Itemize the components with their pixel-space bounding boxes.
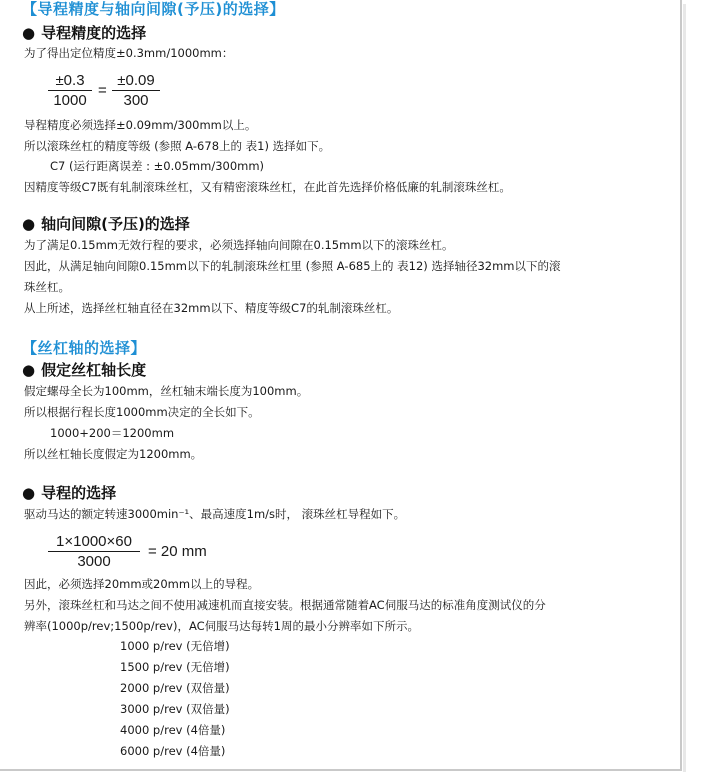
page-shadow xyxy=(683,4,686,772)
length-calculation-line: 1000+200＝1200mm xyxy=(50,426,175,440)
paragraph-line: 为了得出定位精度±0.3mm/1000mm： xyxy=(24,46,234,60)
resolution-item: 6000 p/rev (4倍量) xyxy=(120,744,226,758)
page-border-bottom xyxy=(0,769,682,771)
resolution-item: 4000 p/rev (4倍量) xyxy=(120,723,226,737)
paragraph-line: 因此，从满足轴向间隙0.15mm以下的轧制滚珠丝杠里 (参照 A-685上的 表12) 选择轴径32mm以下的滚 xyxy=(24,259,561,273)
fraction-numerator: ±0.3 xyxy=(48,72,92,91)
resolution-item: 2000 p/rev (双倍量) xyxy=(120,681,230,695)
paragraph-line: 假定螺母全长为100mm，丝杠轴末端长度为100mm。 xyxy=(24,384,309,398)
paragraph-line: 辨率(1000p/rev;1500p/rev)，AC伺服马达每转1周的最小分辨率如下所示。 xyxy=(24,619,419,633)
fraction-right xyxy=(112,72,160,109)
bullet-icon: ● xyxy=(22,215,36,233)
subheading-lead-accuracy xyxy=(22,22,146,43)
subheading-text: 假定丝杠轴长度 xyxy=(41,361,147,379)
resolution-item: 1500 p/rev (无倍增) xyxy=(120,660,230,674)
paragraph-line: 另外，滚珠丝杠和马达之间不使用减速机而直接安装。根据通常随着AC伺服马达的标准角度测试仪的分 xyxy=(24,598,546,612)
paragraph-line: 珠丝杠。 xyxy=(24,280,70,294)
paragraph-line: 驱动马达的额定转速3000min⁻¹、最高速度1m/s时， 滚珠丝杠导程如下。 xyxy=(24,507,406,521)
fraction xyxy=(48,533,140,570)
paragraph-line: 所以滚珠丝杠的精度等级 (参照 A-678上的 表1) 选择如下。 xyxy=(24,139,331,153)
paragraph-line: 所以根据行程长度1000mm决定的全长如下。 xyxy=(24,405,260,419)
subheading-text: 导程精度的选择 xyxy=(41,24,147,42)
fraction-denominator: 3000 xyxy=(77,553,111,570)
subheading-shaft-length xyxy=(22,359,146,380)
page-border-right xyxy=(680,0,682,770)
section-heading-lead-accuracy-axial-clearance: 【导程精度与轴向间隙(予压)的选择】 xyxy=(22,0,285,18)
fraction-denominator: 300 xyxy=(123,92,149,109)
resolution-item: 1000 p/rev (无倍增) xyxy=(120,639,230,653)
bullet-icon: ● xyxy=(22,24,36,42)
bullet-icon: ● xyxy=(22,484,36,502)
lead-formula xyxy=(48,533,268,573)
subheading-text: 轴向间隙(予压)的选择 xyxy=(41,215,190,233)
resolution-item: 3000 p/rev (双倍量) xyxy=(120,702,230,716)
subheading-text: 导程的选择 xyxy=(41,484,117,502)
bullet-icon: ● xyxy=(22,361,36,379)
section-heading-screw-shaft: 【丝杠轴的选择】 xyxy=(22,339,147,357)
paragraph-line: 从上所述，选择丝杠轴直径在32mm以下、精度等级C7的轧制滚珠丝杠。 xyxy=(24,301,399,315)
fraction-denominator: 1000 xyxy=(53,92,87,109)
accuracy-grade-line: C7 (运行距离误差 : ±0.05mm/300mm) xyxy=(50,159,265,173)
fraction-left xyxy=(48,72,92,109)
paragraph-line: 导程精度必须选择±0.09mm/300mm以上。 xyxy=(24,118,257,132)
accuracy-formula xyxy=(48,72,248,112)
fraction-numerator: 1×1000×60 xyxy=(48,533,140,552)
equals-sign: = xyxy=(98,82,107,99)
paragraph-line: 因此，必须选择20mm或20mm以上的导程。 xyxy=(24,577,260,591)
paragraph-line: 因精度等级C7既有轧制滚珠丝杠，又有精密滚珠丝杠，在此首先选择价格低廉的轧制滚珠丝杠。 xyxy=(24,180,511,194)
subheading-axial-clearance xyxy=(22,213,190,234)
paragraph-line: 为了满足0.15mm无效行程的要求，必须选择轴向间隙在0.15mm以下的滚珠丝杠。 xyxy=(24,238,454,252)
subheading-lead-selection xyxy=(22,482,116,503)
fraction-numerator: ±0.09 xyxy=(112,72,160,91)
formula-result: = 20 mm xyxy=(148,543,207,560)
paragraph-line: 所以丝杠轴长度假定为1200mm。 xyxy=(24,447,203,461)
